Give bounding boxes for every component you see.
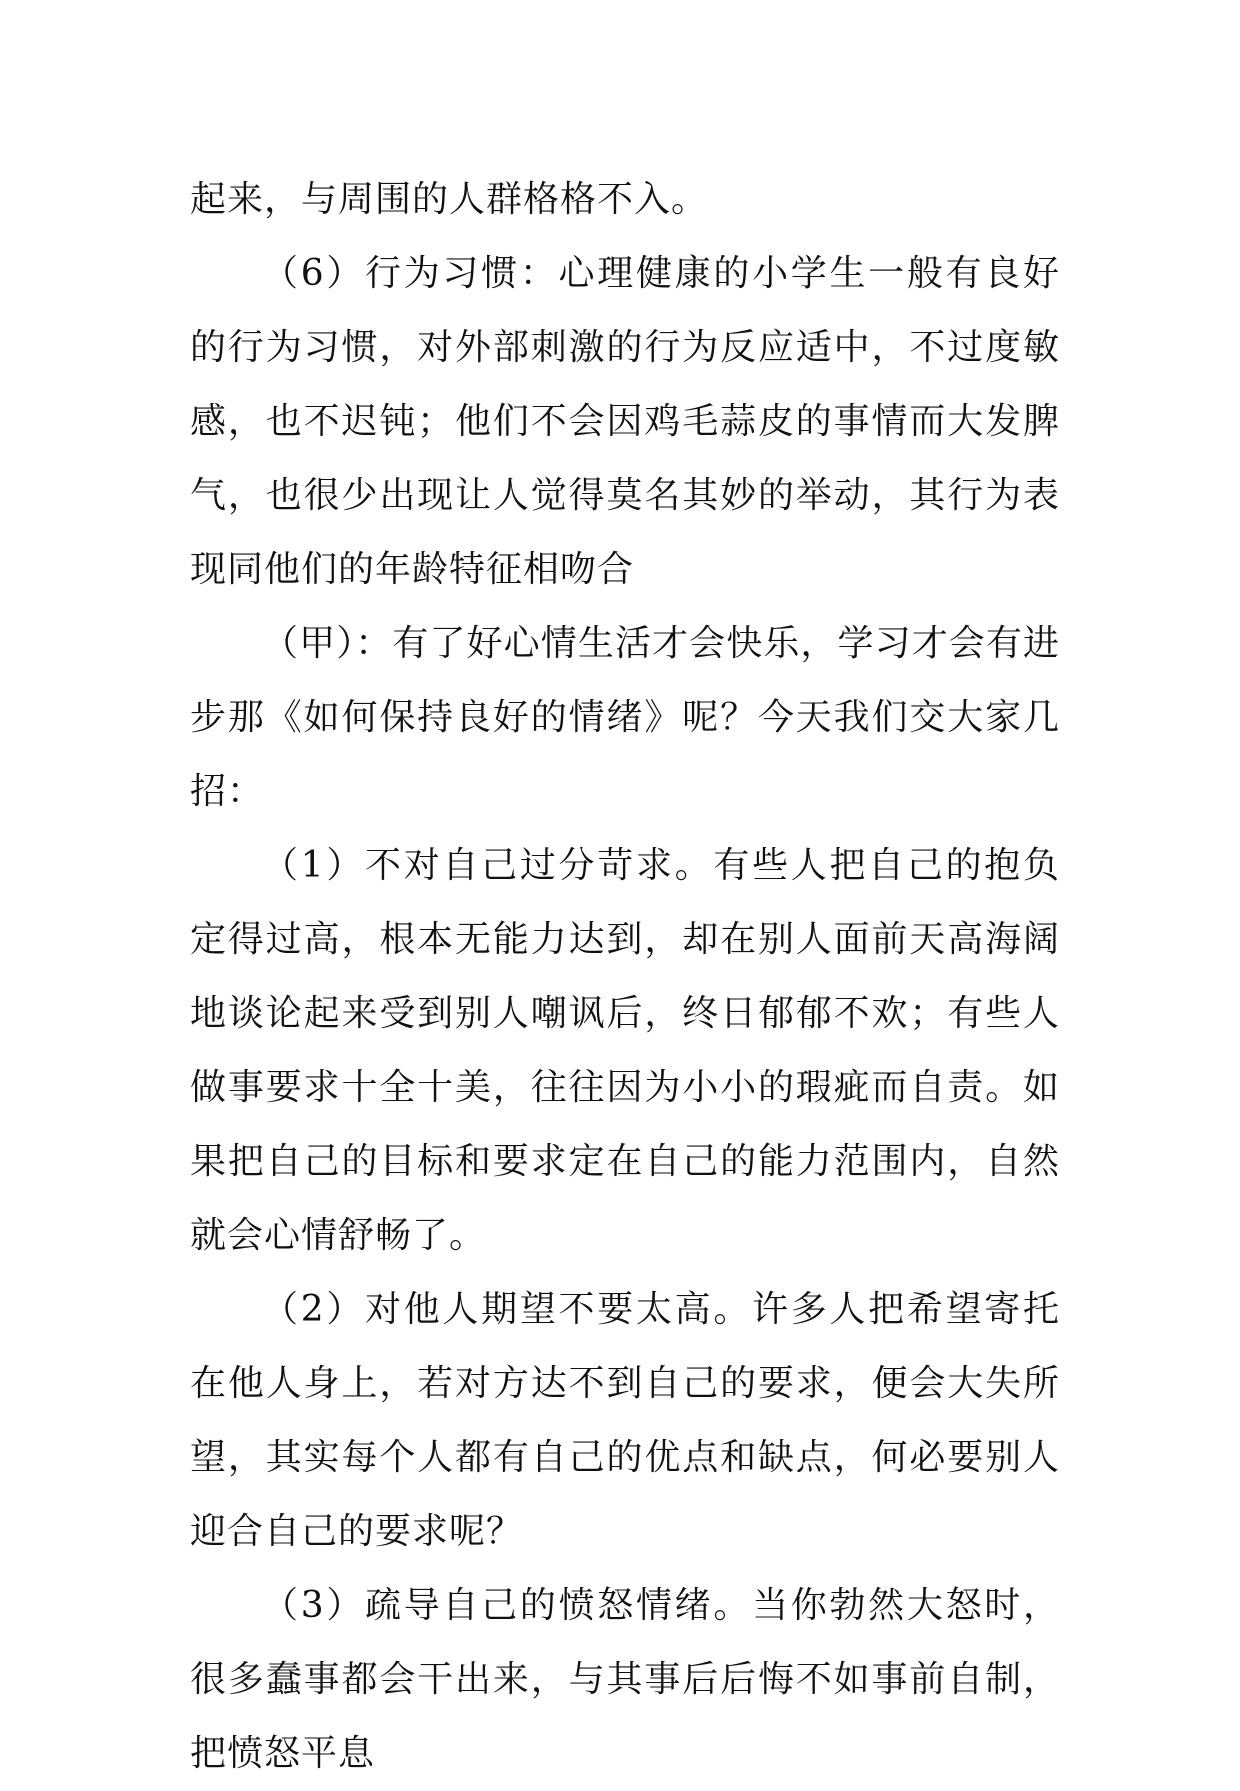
paragraph-continuation: 起来，与周围的人群格格不入。 <box>190 179 709 220</box>
paragraph-speaker-jia: （甲）：有了好心情生活才会快乐，学习才会有进步那《如何保持良好的情绪》呢？今天我们交大家几招： <box>190 623 1060 812</box>
paragraph-tip-2: （2）对他人期望不要太高。许多人把希望寄托在他人身上，若对方达不到自己的要求，便会大失所望，其实每个人都有自己的优点和缺点，何必要别人迎合自己的要求呢？ <box>190 1289 1060 1552</box>
paragraph-tip-3: （3）疏导自己的愤怒情绪。当你勃然大怒时，很多蠢事都会干出来，与其事后后悔不如事前自制，把愤怒平息 <box>190 1585 1060 1774</box>
paragraph-tip-1: （1）不对自己过分苛求。有些人把自己的抱负定得过高，根本无能力达到，却在别人面前天高海阔地谈论起来受到别人嘲讽后，终日郁郁不欢；有些人做事要求十全十美，往往因为小小的瑕疵而自责。如果把自己的目标和要求定在自己的能力范围内，自然就会心情舒畅了。 <box>190 845 1060 1256</box>
paragraph-behavior-habits: （6）行为习惯：心理健康的小学生一般有良好的行为习惯，对外部刺激的行为反应适中，不过度敏感，也不迟钝；他们不会因鸡毛蒜皮的事情而大发脾气，也很少出现让人觉得莫名其妙的举动，其行为表现同他们的年龄特征相吻合 <box>190 253 1060 590</box>
document-body <box>190 163 1060 1791</box>
